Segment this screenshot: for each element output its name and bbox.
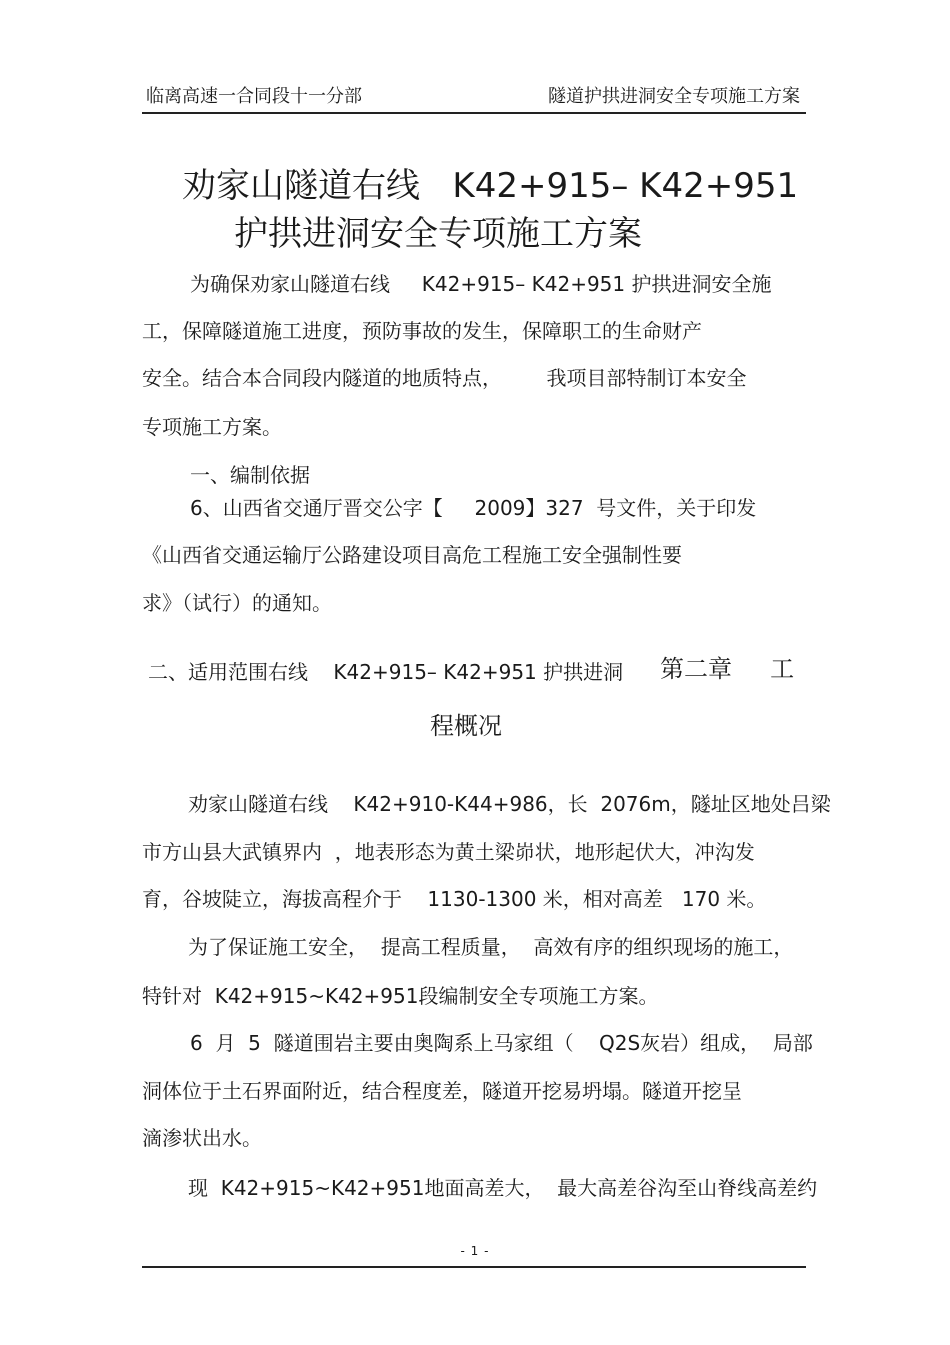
section2-heading: 二、适用范围右线 K42+915– K42+951 护拱进洞 bbox=[148, 660, 624, 684]
overview-line-9: 现 K42+915~K42+951地面高差大， 最大高差谷沟至山脊线高差约 bbox=[188, 1176, 818, 1200]
section1-line-3: 求》（试行）的通知。 bbox=[142, 591, 332, 615]
page-number: - 1 - bbox=[460, 1244, 490, 1258]
overview-line-3: 育，谷坡陡立，海拔高程介于 1130-1300 米，相对高差 170 米。 bbox=[142, 887, 767, 911]
overview-line-1: 劝家山隧道右线 K42+910-K44+986，长 2076m，隧址区地处吕梁 bbox=[188, 792, 831, 816]
intro-line-1: 为确保劝家山隧道右线 K42+915– K42+951 护拱进洞安全施 bbox=[190, 272, 772, 296]
title-line-1: 劝家山隧道右线 K42+915– K42+951 bbox=[182, 166, 799, 206]
section1-line-1: 6、山西省交通厅晋交公字【 2009】327 号文件，关于印发 bbox=[190, 496, 757, 520]
intro-line-3: 安全。结合本合同段内隧道的地质特点， 我项目部特制订本安全 bbox=[142, 366, 747, 390]
footer-rule bbox=[142, 1266, 806, 1268]
overview-line-6: 6 月 5 隧道围岩主要由奥陶系上马家组（ Q2S灰岩）组成， 局部 bbox=[190, 1031, 813, 1055]
header-right: 隧道护拱进洞安全专项施工方案 bbox=[548, 86, 800, 107]
section1-heading: 一、编制依据 bbox=[190, 463, 310, 487]
chapter2-heading-part1: 第二章 工 bbox=[660, 655, 795, 683]
header-rule bbox=[142, 112, 806, 114]
section1-line-2: 《山西省交通运输厅公路建设项目高危工程施工安全强制性要 bbox=[142, 543, 682, 567]
chapter2-heading-part2: 程概况 bbox=[430, 712, 502, 740]
overview-line-5: 特针对 K42+915~K42+951段编制安全专项施工方案。 bbox=[142, 984, 659, 1008]
overview-line-2: 市方山县大武镇界内 ，地表形态为黄土梁峁状，地形起伏大，冲沟发 bbox=[142, 840, 755, 864]
overview-line-8: 滴渗状出水。 bbox=[142, 1126, 262, 1150]
header-left: 临离高速一合同段十一分部 bbox=[146, 86, 362, 107]
overview-line-4: 为了保证施工安全， 提高工程质量， 高效有序的组织现场的施工， bbox=[188, 935, 794, 959]
intro-line-2: 工，保障隧道施工进度，预防事故的发生，保障职工的生命财产 bbox=[142, 319, 702, 343]
title-line-2: 护拱进洞安全专项施工方案 bbox=[234, 214, 642, 254]
overview-line-7: 洞体位于土石界面附近，结合程度差，隧道开挖易坍塌。隧道开挖呈 bbox=[142, 1079, 742, 1103]
intro-line-4: 专项施工方案。 bbox=[142, 415, 282, 439]
